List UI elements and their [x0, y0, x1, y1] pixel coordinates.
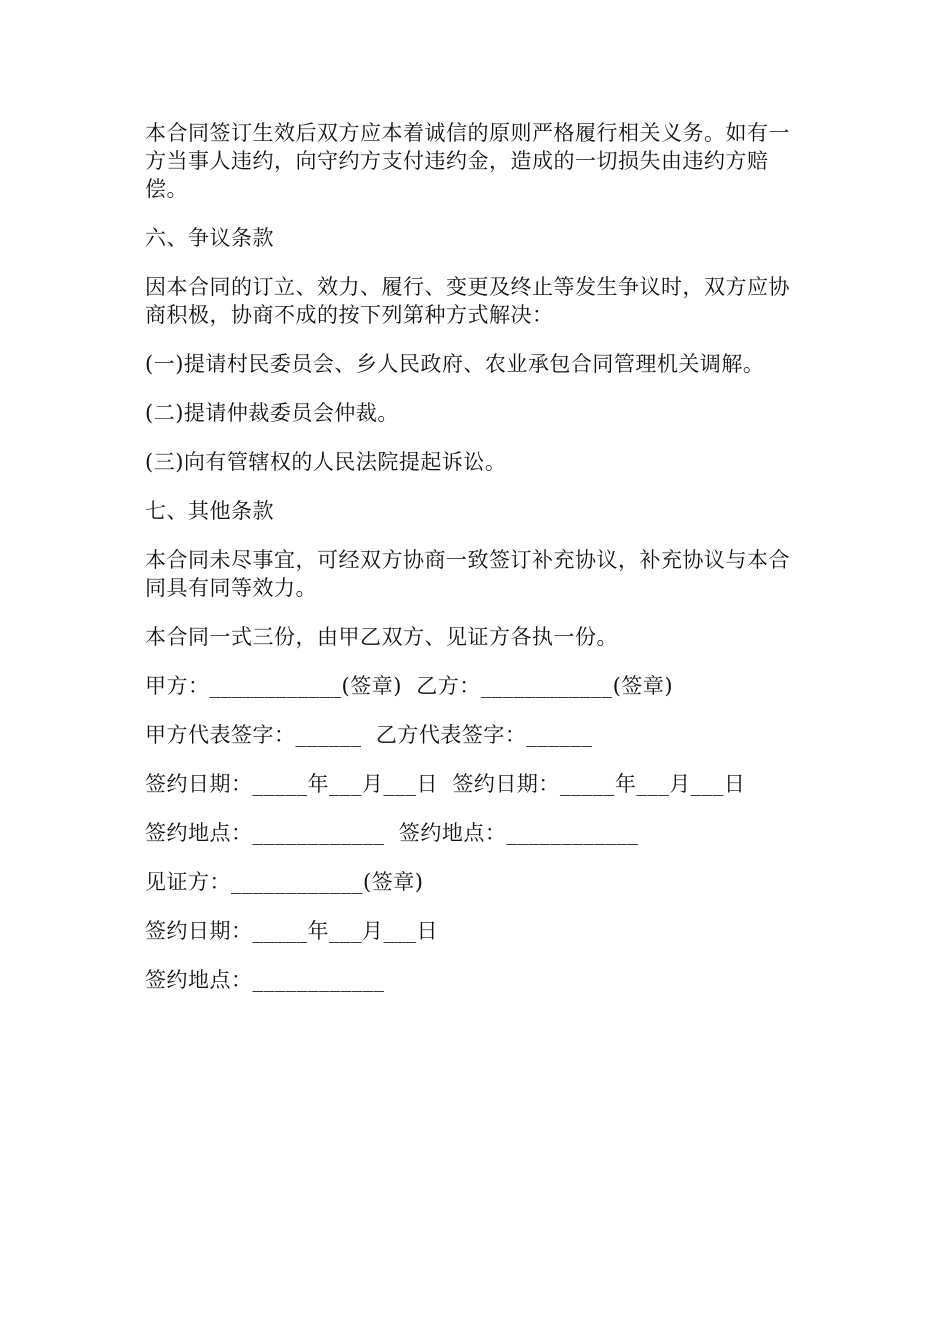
witness-place-line: 签约地点：____________	[145, 968, 385, 992]
witness-date-line: 签约日期：_____年___月___日	[145, 919, 438, 943]
breach-clause-paragraph: 本合同签订生效后双方应本着诚信的原则严格履行相关义务。如有一方当事人违约，向守约方支付违约金，造成的一切损失由违约方赔偿。	[145, 121, 790, 201]
dispute-option-mediation: (一)提请村民委员会、乡人民政府、农业承包合同管理机关调解。	[145, 352, 765, 376]
signing-place-line: 签约地点：____________ 签约地点：____________	[145, 821, 639, 845]
dispute-option-litigation: (三)向有管辖权的人民法院提起诉讼。	[145, 450, 507, 474]
signing-date-line: 签约日期：_____年___月___日 签约日期：_____年___月___日	[145, 772, 746, 796]
dispute-option-arbitration: (二)提请仲裁委员会仲裁。	[145, 401, 399, 425]
witness-signature-line: 见证方：____________(签章)	[145, 870, 424, 894]
section-heading-other: 七、其他条款	[145, 499, 274, 523]
dispute-intro-paragraph: 因本合同的订立、效力、履行、变更及终止等发生争议时，双方应协商积极，协商不成的按下列第种方式解决：	[145, 275, 790, 327]
party-signature-line: 甲方：____________(签章) 乙方：____________(签章)	[145, 674, 674, 698]
document-body	[145, 119, 810, 1015]
representative-signature-line: 甲方代表签字：______ 乙方代表签字：______	[145, 723, 593, 747]
section-heading-dispute: 六、争议条款	[145, 226, 274, 250]
supplementary-agreement-paragraph: 本合同未尽事宜，可经双方协商一致签订补充协议，补充协议与本合同具有同等效力。	[145, 548, 790, 600]
copies-paragraph: 本合同一式三份，由甲乙双方、见证方各执一份。	[145, 625, 618, 649]
